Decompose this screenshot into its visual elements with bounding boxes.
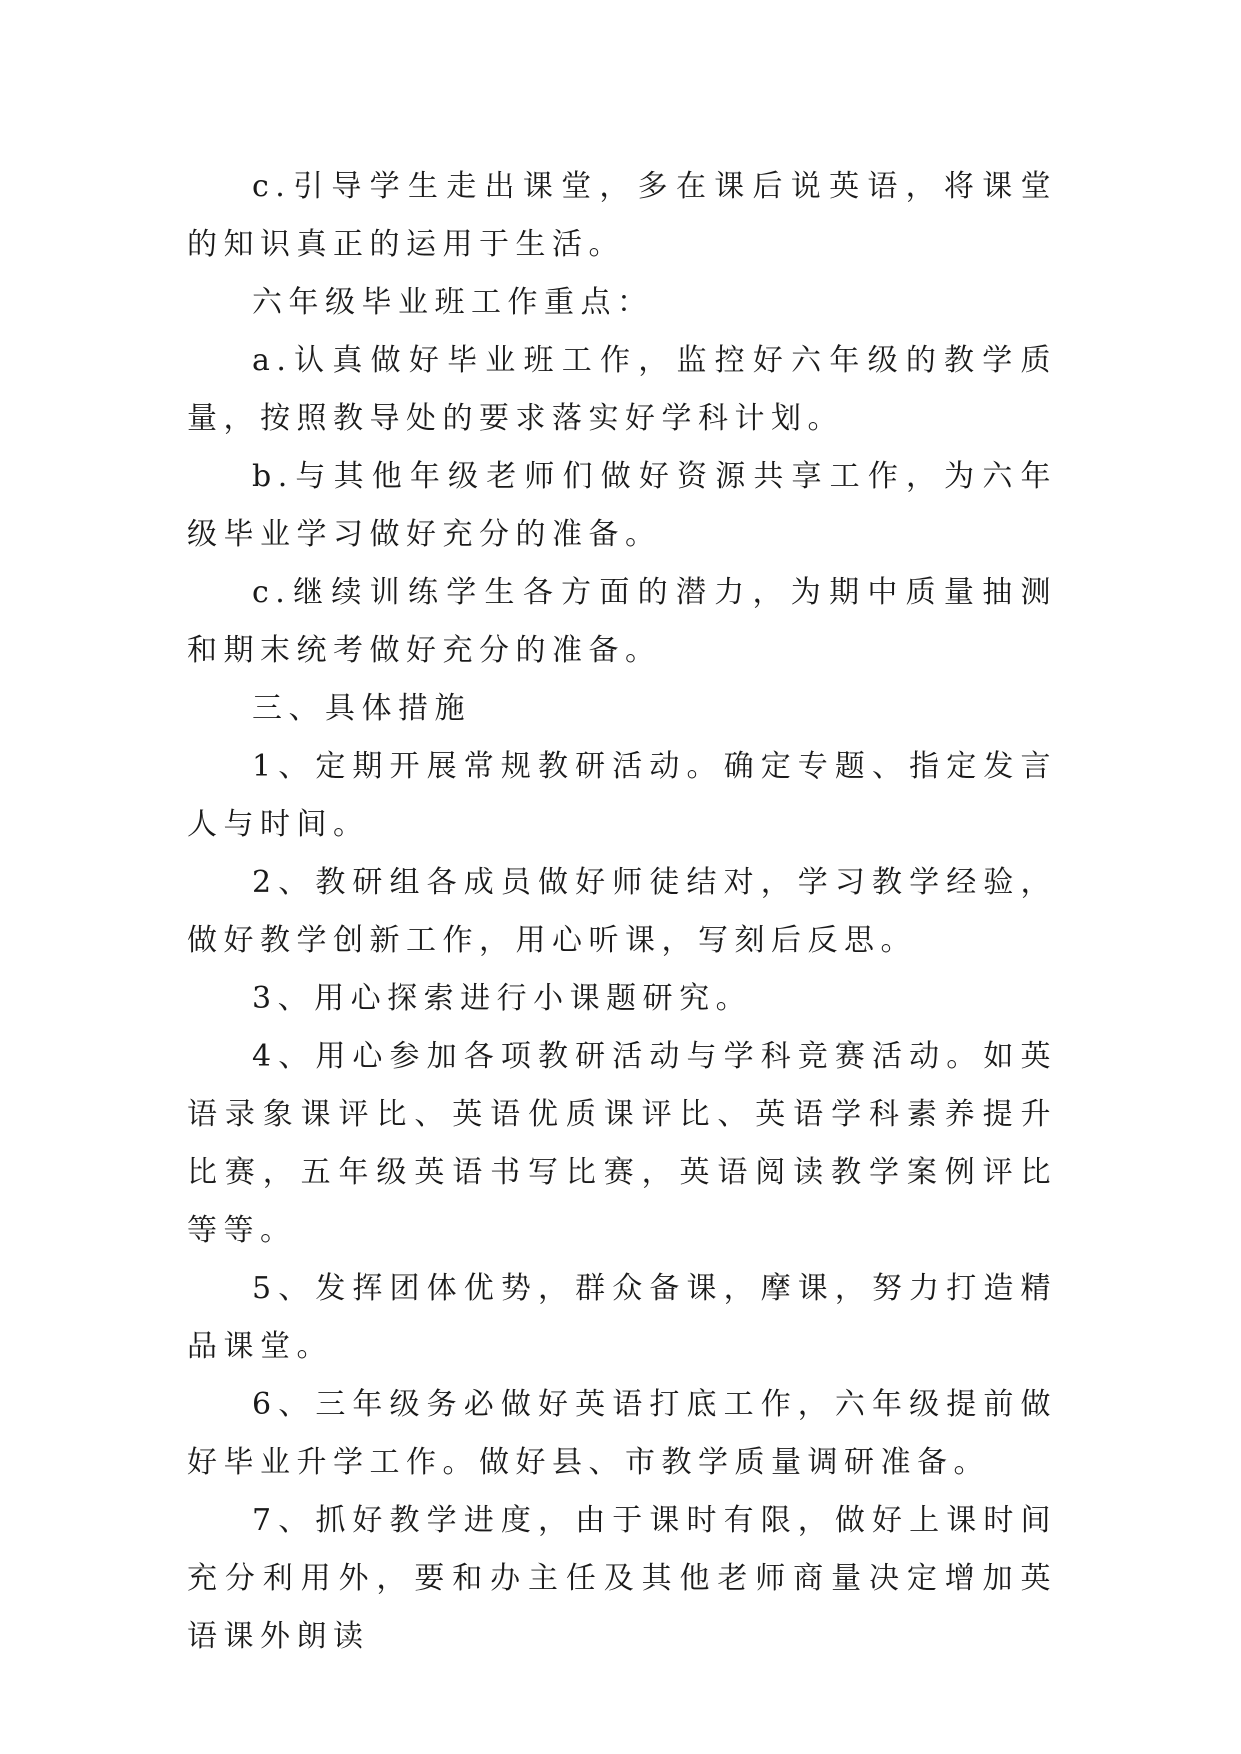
measure-item-4: 4、用心参加各项教研活动与学科竞赛活动。如英语录象课评比、英语优质课评比、英语学科素养提升比赛，五年级英语书写比赛，英语阅读教学案例评比等等。 bbox=[187, 1039, 1057, 1248]
paragraph-c-train-students: c.继续训练学生各方面的潜力，为期中质量抽测和期末统考做好充分的准备。 bbox=[187, 575, 1057, 668]
section-heading-measures: 三、具体措施 bbox=[252, 691, 471, 726]
paragraph-grade6-focus-heading: 六年级毕业班工作重点： bbox=[252, 285, 654, 320]
measure-item-7: 7、抓好教学进度，由于课时有限，做好上课时间充分利用外，要和办主任及其他老师商量决定增加英语课外朗读 bbox=[187, 1503, 1057, 1654]
measure-item-1: 1、定期开展常规教研活动。确定专题、指定发言人与时间。 bbox=[187, 749, 1057, 842]
measure-item-5: 5、发挥团体优势，群众备课，摩课，努力打造精品课堂。 bbox=[187, 1271, 1057, 1364]
paragraph-b-resource-sharing: b.与其他年级老师们做好资源共享工作，为六年级毕业学习做好充分的准备。 bbox=[187, 459, 1057, 552]
measure-item-3: 3、用心探索进行小课题研究。 bbox=[252, 981, 753, 1016]
measure-item-6: 6、三年级务必做好英语打底工作，六年级提前做好毕业升学工作。做好县、市教学质量调研准备。 bbox=[187, 1387, 1057, 1480]
measure-item-2: 2、教研组各成员做好师徒结对，学习教学经验，做好教学创新工作，用心听课，写刻后反思。 bbox=[187, 865, 1057, 958]
paragraph-a-graduating-class: a.认真做好毕业班工作，监控好六年级的教学质量，按照教导处的要求落实好学科计划。 bbox=[187, 343, 1057, 436]
document-body bbox=[187, 158, 1057, 1666]
paragraph-c-guide-students: c.引导学生走出课堂，多在课后说英语，将课堂的知识真正的运用于生活。 bbox=[187, 169, 1057, 262]
